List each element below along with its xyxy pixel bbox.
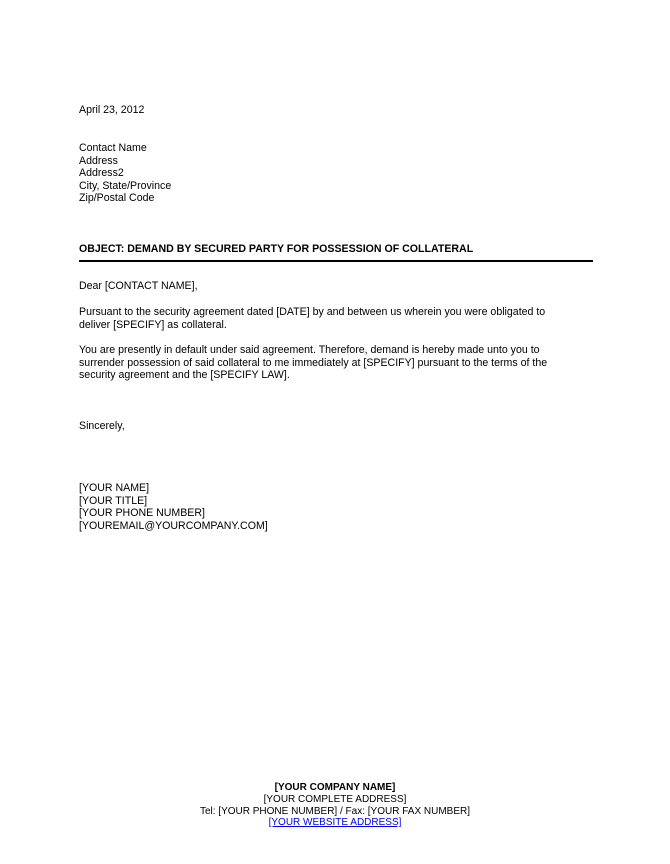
- signature-email: [YOUREMAIL@YOURCOMPANY.COM]: [79, 519, 268, 532]
- footer-address: [YOUR COMPLETE ADDRESS]: [263, 793, 407, 805]
- signature-phone: [YOUR PHONE NUMBER]: [79, 507, 205, 520]
- footer-company-name: [YOUR COMPANY NAME]: [274, 782, 396, 793]
- recipient-address: [79, 142, 599, 205]
- paragraph-line: surrender possession of said collateral to me immediately at [SPECIFY] pursuant to the terms of the: [79, 356, 548, 369]
- paragraph-line: You are presently in default under said agreement. Therefore, demand is hereby made unto you to: [79, 344, 540, 356]
- closing: [79, 420, 599, 433]
- body-paragraph-2: [79, 344, 599, 382]
- recipient-address-line2: Address2: [79, 167, 124, 180]
- salutation: [79, 280, 599, 293]
- object-heading: [79, 243, 593, 262]
- recipient-address-line1: Address: [79, 154, 118, 167]
- recipient-city-state: City, State/Province: [79, 179, 172, 192]
- paragraph-line: deliver [SPECIFY] as collateral.: [79, 318, 227, 331]
- signature-name: [YOUR NAME]: [79, 482, 150, 494]
- paragraph-line: security agreement and the [SPECIFY LAW].: [79, 369, 290, 382]
- page-footer: [0, 782, 670, 829]
- closing-text: Sincerely,: [79, 420, 125, 432]
- recipient-zip: Zip/Postal Code: [79, 192, 155, 205]
- object-text: OBJECT: DEMAND BY SECURED PARTY FOR POSSESSION OF COLLATERAL: [79, 243, 474, 255]
- salutation-text: Dear [CONTACT NAME],: [79, 280, 198, 292]
- footer-contact: Tel: [YOUR PHONE NUMBER] / Fax: [YOUR FAX NUMBER]: [199, 805, 471, 817]
- recipient-name: Contact Name: [79, 142, 147, 154]
- body-paragraph-1: [79, 306, 599, 331]
- footer-website-link[interactable]: [YOUR WEBSITE ADDRESS]: [268, 817, 402, 829]
- signature-title: [YOUR TITLE]: [79, 494, 148, 507]
- signature-block: [79, 482, 599, 532]
- paragraph-line: Pursuant to the security agreement dated [DATE] by and between us wherein you were obligated to: [79, 306, 546, 318]
- letter-date: [79, 104, 599, 117]
- date-text: April 23, 2012: [79, 104, 145, 116]
